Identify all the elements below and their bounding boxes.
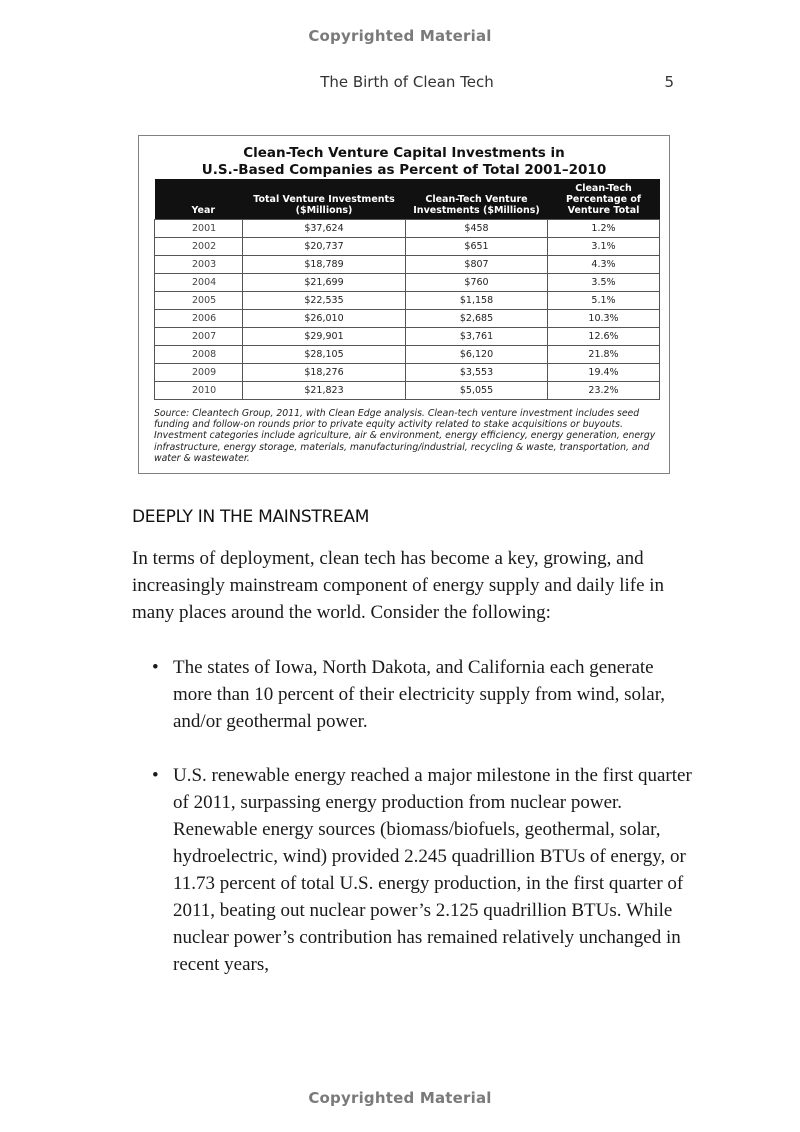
page-number: 5	[664, 73, 674, 91]
cell-total: $21,699	[243, 274, 406, 292]
cell-pct: 3.5%	[548, 274, 660, 292]
cell-clean: $2,685	[406, 310, 548, 328]
header-clean-tech-percentage: Clean-Tech Percentage of Venture Total	[548, 179, 660, 220]
cell-clean: $3,553	[406, 364, 548, 382]
bullet-icon: •	[152, 657, 159, 678]
bullet-text: U.S. renewable energy reached a major milestone in the first quarter of 2011, surpassing energy production from nuclear power. Renewable energy sources (biomass/biofuels, geothermal, solar, hydroelectric, wind) provided 2.245 quadrillion BTUs of energy, or 11.73 percent of total U.S. energy production, in the first quarter of 2011, beating out nuclear power’s 2.125 quadrillion BTUs. While nuclear power’s contribution has remained relatively unchanged in recent years,	[173, 765, 692, 975]
cell-pct: 4.3%	[548, 256, 660, 274]
cell-total: $28,105	[243, 346, 406, 364]
cell-year: 2007	[155, 328, 243, 346]
table-row	[155, 328, 660, 346]
cell-clean: $3,761	[406, 328, 548, 346]
cell-clean: $1,158	[406, 292, 548, 310]
watermark-bottom: Copyrighted Material	[308, 1089, 492, 1107]
cell-pct: 12.6%	[548, 328, 660, 346]
watermark-top: Copyrighted Material	[308, 27, 492, 45]
cell-pct: 21.8%	[548, 346, 660, 364]
cell-pct: 10.3%	[548, 310, 660, 328]
table-row	[155, 364, 660, 382]
table-row	[155, 382, 660, 400]
cell-total: $18,789	[243, 256, 406, 274]
table-title-line-1: Clean-Tech Venture Capital Investments in	[243, 145, 565, 161]
cell-clean: $807	[406, 256, 548, 274]
cell-pct: 5.1%	[548, 292, 660, 310]
header-total-venture: Total Venture Investments ($Millions)	[243, 179, 406, 220]
section-heading: DEEPLY IN THE MAINSTREAM	[132, 507, 370, 527]
cell-year: 2004	[155, 274, 243, 292]
cell-total: $21,823	[243, 382, 406, 400]
cell-year: 2005	[155, 292, 243, 310]
cell-total: $26,010	[243, 310, 406, 328]
table-row	[155, 220, 660, 238]
cell-clean: $6,120	[406, 346, 548, 364]
cell-total: $22,535	[243, 292, 406, 310]
bullet-text: The states of Iowa, North Dakota, and California each generate more than 10 percent of their electricity supply from wind, solar, and/or geothermal power.	[173, 657, 666, 732]
table-header-row	[155, 179, 660, 220]
running-title: The Birth of Clean Tech	[320, 73, 494, 91]
cell-clean: $760	[406, 274, 548, 292]
cell-year: 2002	[155, 238, 243, 256]
cell-total: $20,737	[243, 238, 406, 256]
cell-total: $29,901	[243, 328, 406, 346]
table-row	[155, 310, 660, 328]
header-year: Year	[155, 179, 243, 220]
cell-year: 2010	[155, 382, 243, 400]
list-item	[152, 762, 692, 978]
cell-pct: 3.1%	[548, 238, 660, 256]
cell-clean: $651	[406, 238, 548, 256]
list-item	[152, 654, 692, 735]
investment-table-box	[138, 135, 670, 474]
cell-pct: 23.2%	[548, 382, 660, 400]
cell-year: 2003	[155, 256, 243, 274]
bullet-list	[152, 654, 692, 978]
intro-paragraph: In terms of deployment, clean tech has become a key, growing, and increasingly mainstream component of energy supply and daily life in many places around the world. Consider the following:	[132, 548, 665, 623]
table-row	[155, 238, 660, 256]
cell-total: $37,624	[243, 220, 406, 238]
table-row	[155, 274, 660, 292]
cell-year: 2009	[155, 364, 243, 382]
cell-year: 2006	[155, 310, 243, 328]
cell-year: 2008	[155, 346, 243, 364]
cell-clean: $5,055	[406, 382, 548, 400]
table-row	[155, 292, 660, 310]
cell-clean: $458	[406, 220, 548, 238]
cell-total: $18,276	[243, 364, 406, 382]
table-source-note: Source: Cleantech Group, 2011, with Clean Edge analysis. Clean-tech venture investment includes seed funding and follow-on rounds prior to private equity activity related to stake acquisitions or buyouts. Investment categories include agriculture, air & environment, energy efficiency, energy generation, energy infrastructure, energy storage, materials, manufacturing/industrial, recycling & waste, transportation, and water & wastewater.	[154, 408, 656, 464]
cell-pct: 1.2%	[548, 220, 660, 238]
header-clean-tech-venture: Clean-Tech Venture Investments ($Millions)	[406, 179, 548, 220]
bullet-icon: •	[152, 765, 159, 786]
table-title	[139, 145, 669, 179]
table-row	[155, 346, 660, 364]
table-row	[155, 256, 660, 274]
cell-pct: 19.4%	[548, 364, 660, 382]
investment-table	[154, 179, 660, 400]
table-title-line-2: U.S.-Based Companies as Percent of Total 2001–2010	[201, 162, 607, 178]
cell-year: 2001	[155, 220, 243, 238]
